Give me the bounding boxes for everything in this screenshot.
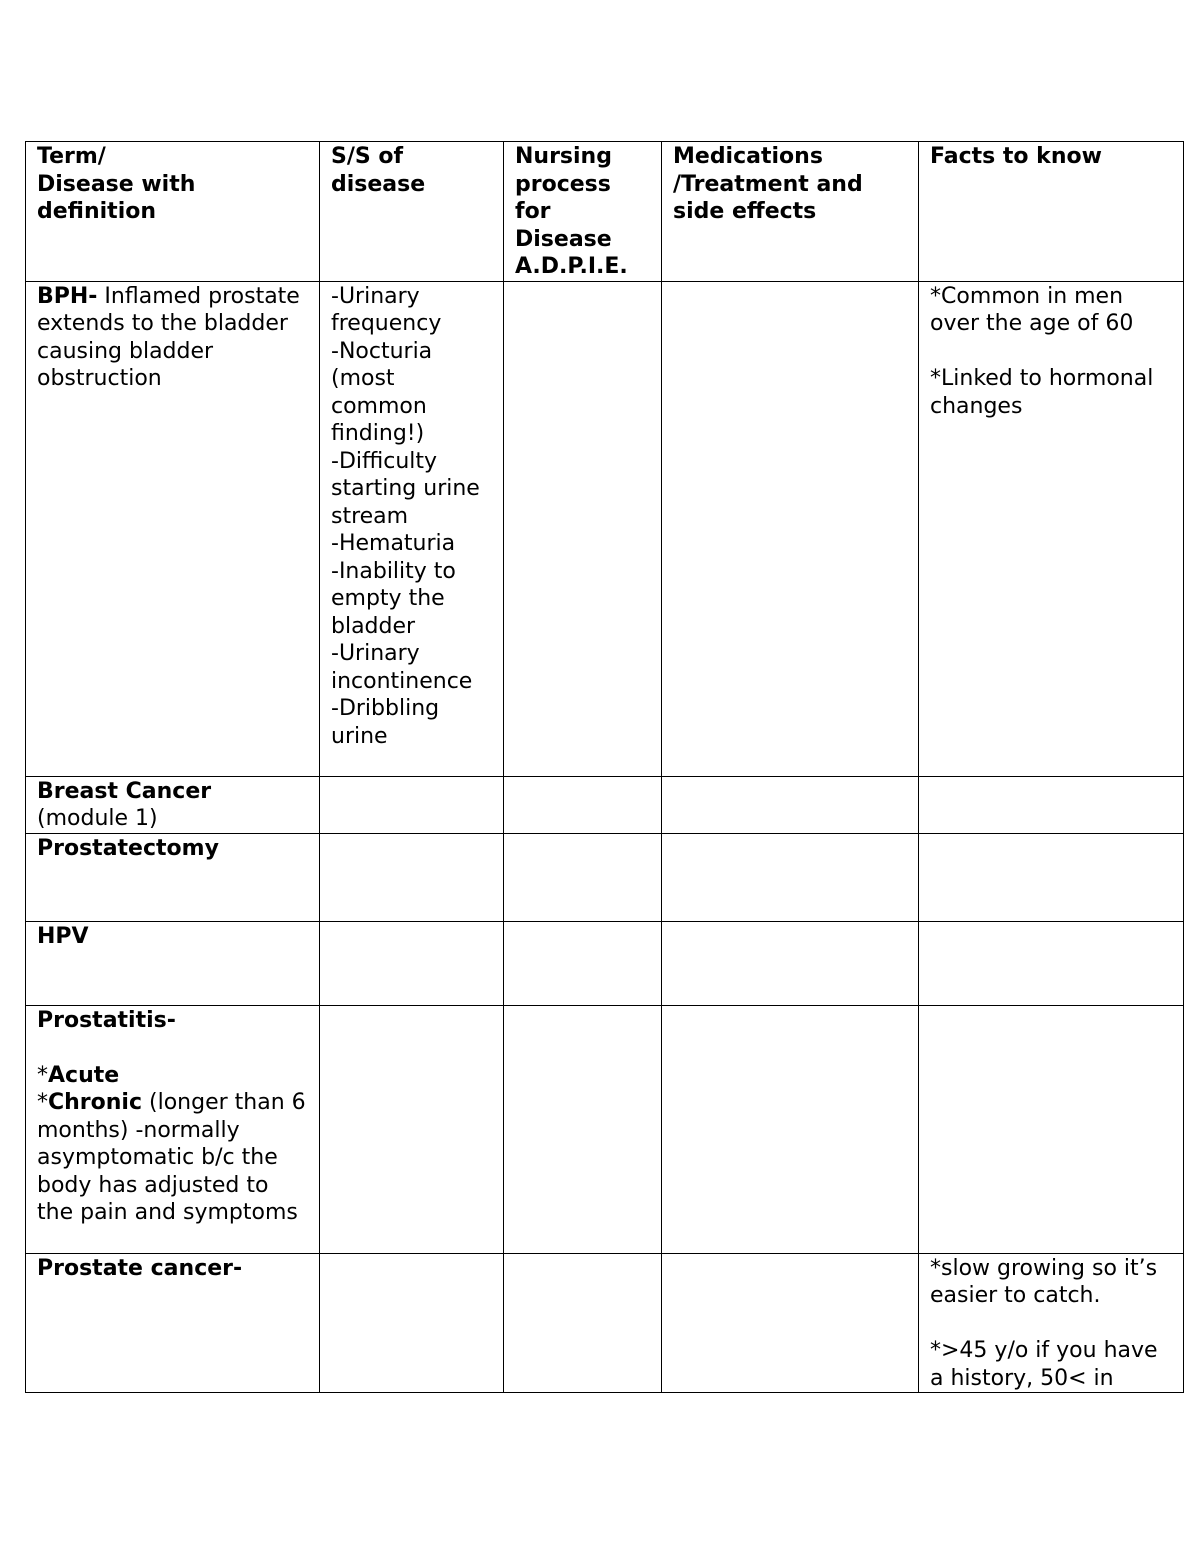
table-row-hpv: [26, 921, 1184, 1005]
nursing-cell: [504, 281, 662, 776]
medications-cell: [662, 1005, 919, 1253]
symptoms-cell: -Urinary frequency -Nocturia (most common finding!) -Difficulty starting urine stream -Hematuria -Inability to empty the bladder -Urinary incontinence -Dribbling urine: [320, 281, 504, 776]
nursing-cell: [504, 921, 662, 1005]
term-cell: Prostate cancer-: [26, 1253, 320, 1393]
facts-cell: *Common in men over the age of 60 *Linked to hormonal changes: [919, 281, 1184, 776]
term-cell: Prostatectomy: [26, 833, 320, 921]
facts-cell: *slow growing so it’s easier to catch. *>45 y/o if you have a history, 50< in: [919, 1253, 1184, 1393]
header-symptoms: S/S of disease: [320, 142, 504, 282]
term-cell: Breast Cancer (module 1): [26, 776, 320, 833]
header-row: [26, 142, 1184, 282]
term-cell: BPH- Inflamed prostate extends to the bladder causing bladder obstruction: [26, 281, 320, 776]
medications-cell: [662, 1253, 919, 1393]
symptoms-cell: [320, 1005, 504, 1253]
nursing-cell: [504, 833, 662, 921]
nursing-cell: [504, 1253, 662, 1393]
symptoms-cell: [320, 833, 504, 921]
table-row-bph: [26, 281, 1184, 776]
nursing-cell: [504, 776, 662, 833]
medications-cell: [662, 833, 919, 921]
header-facts: Facts to know: [919, 142, 1184, 282]
term-cell: HPV: [26, 921, 320, 1005]
table-row-prostatitis: [26, 1005, 1184, 1253]
header-medications: Medications /Treatment and side effects: [662, 142, 919, 282]
disease-study-table: [25, 141, 1184, 1393]
facts-cell: [919, 921, 1184, 1005]
header-nursing-process: Nursing process for Disease A.D.P.I.E.: [504, 142, 662, 282]
facts-cell: [919, 1005, 1184, 1253]
symptoms-cell: [320, 921, 504, 1005]
term-cell: Prostatitis- *Acute *Chronic (longer than 6 months) -normally asymptomatic b/c the body has adjusted to the pain and symptoms: [26, 1005, 320, 1253]
table-row-prostate-cancer: [26, 1253, 1184, 1393]
table-row-prostatectomy: [26, 833, 1184, 921]
symptoms-cell: [320, 776, 504, 833]
header-term: Term/ Disease with definition: [26, 142, 320, 282]
facts-cell: [919, 833, 1184, 921]
medications-cell: [662, 921, 919, 1005]
medications-cell: [662, 281, 919, 776]
nursing-cell: [504, 1005, 662, 1253]
medications-cell: [662, 776, 919, 833]
table-row-breast-cancer: [26, 776, 1184, 833]
facts-cell: [919, 776, 1184, 833]
symptoms-cell: [320, 1253, 504, 1393]
